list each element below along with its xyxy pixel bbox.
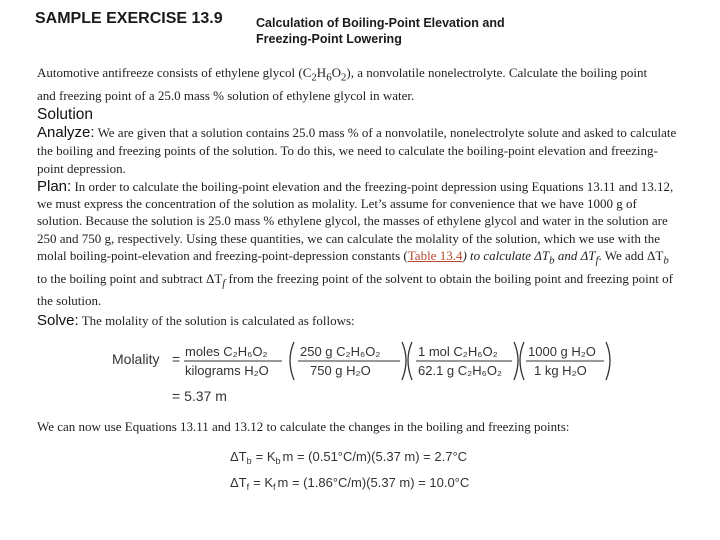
plan-label: Plan: xyxy=(37,178,72,195)
exercise-subtitle xyxy=(256,15,556,47)
delta-t-equations xyxy=(228,446,528,496)
intro-o: O xyxy=(331,65,341,80)
solve-text: The molality of the solution is calculated as follows: xyxy=(81,313,355,328)
delta-tf-calc: m = (1.86°C/m)(5.37 m) = 10.0°C xyxy=(277,475,470,490)
delta-tf-sub: f xyxy=(246,482,250,492)
delta-tf-rhs: = K xyxy=(253,475,274,490)
intro-h: H xyxy=(316,65,327,80)
table-13-4-link[interactable]: Table 13.4 xyxy=(407,247,463,263)
factor1-denominator: 750 g H₂O xyxy=(310,363,371,378)
solve-paragraph xyxy=(37,312,677,329)
factor2-numerator: 1 mol C₂H₆O₂ xyxy=(418,344,498,359)
delta-tb-rhs: = K xyxy=(255,449,276,464)
delta-tb-equation xyxy=(230,449,467,466)
subtitle-line-1: Calculation of Boiling-Point Elevation and xyxy=(256,16,505,30)
paren-open-3 xyxy=(520,342,524,380)
factor3-numerator: 1000 g H₂O xyxy=(528,344,596,359)
delta-tf-lhs: ΔT xyxy=(230,475,247,490)
frac-denominator: kilograms H₂O xyxy=(185,363,269,378)
molality-result: = 5.37 m xyxy=(172,388,227,404)
factor3-denominator: 1 kg H₂O xyxy=(534,363,587,378)
frac-numerator: moles C₂H₆O₂ xyxy=(185,344,268,359)
delta-tb-sub: b xyxy=(246,456,252,466)
exercise-title: SAMPLE EXERCISE 13.9 xyxy=(35,10,223,27)
paren-close-3 xyxy=(606,342,610,380)
plan-paragraph xyxy=(37,178,677,310)
plan-sub-f2: f xyxy=(222,277,226,290)
kb-sub: b xyxy=(275,456,281,466)
factor2-denominator: 62.1 g C₂H₆O₂ xyxy=(418,363,502,378)
analyze-label: Analyze: xyxy=(37,124,95,141)
sub-c: 2 xyxy=(311,71,317,84)
paren-close-1 xyxy=(402,342,406,380)
solve-label: Solve: xyxy=(37,312,79,329)
plan-sub-f1: f xyxy=(595,254,599,267)
sub-o: 2 xyxy=(341,71,347,84)
problem-statement xyxy=(37,64,665,104)
paren-open-1 xyxy=(290,342,294,380)
kf-sub: f xyxy=(273,482,276,492)
molality-equation xyxy=(110,338,630,408)
analyze-paragraph xyxy=(37,124,677,178)
paren-close-2 xyxy=(514,342,518,380)
molality-label: Molality xyxy=(112,351,160,367)
plan-text-b: ) to calculate ΔT xyxy=(462,247,550,263)
intro-text-a: Automotive antifreeze consists of ethylene glycol (C xyxy=(37,65,312,80)
equals-sign: = xyxy=(172,351,181,367)
delta-tf-equation xyxy=(230,475,469,492)
plan-sub-b1: b xyxy=(549,254,555,267)
next-step-paragraph: We can now use Equations 13.11 and 13.12 to calculate the changes in the boiling and freezing points: xyxy=(37,419,570,434)
plan-text-c: and ΔT xyxy=(554,247,596,263)
factor1-numerator: 250 g C₂H₆O₂ xyxy=(300,344,381,359)
plan-text-d: . We add ΔT xyxy=(598,247,664,263)
intro-text-b: ), a nonvolatile nonelectrolyte. Calculate the boiling point and freezing point of a 25.0 mass % solution of ethylene glycol in water. xyxy=(37,65,648,103)
paren-open-2 xyxy=(408,342,412,380)
subtitle-line-2: Freezing-Point Lowering xyxy=(256,32,402,46)
analyze-text: We are given that a solution contains 25.0 mass % of a nonvolatile, nonelectrolyte solute and asked to calculate the boiling and freezing points of the solution. To do this, we need to calculate the boiling-point elevation and freezing-point depression. xyxy=(37,125,677,176)
plan-text-e: to the boiling point and subtract ΔT xyxy=(37,270,223,286)
plan-sub-b2: b xyxy=(663,254,669,267)
plan-text-f: from the freezing point of the solvent to obtain the boiling point and freezing point of the solution. xyxy=(37,270,673,309)
delta-tb-calc: m = (0.51°C/m)(5.37 m) = 2.7°C xyxy=(282,449,468,464)
delta-tb-lhs: ΔT xyxy=(230,449,247,464)
solution-heading: Solution xyxy=(37,106,94,123)
sub-h: 6 xyxy=(326,71,332,84)
plan-text-a: In order to calculate the boiling-point elevation and the freezing-point depression using Equations 13.11 and 13.12, we must express the concentration of the solution as molality. Let’s assume for convenience that we have 1000 g of solution. Because the solution is 25.0 mass % ethylene glycol, the masses of ethylene glycol and water in the solution are 250 and 750 g, respectively. Using these quantities, we can calculate the molality of the solution, which we use with the molal boiling-point-elevation and freezing-point-depression constants ( xyxy=(37,179,674,263)
